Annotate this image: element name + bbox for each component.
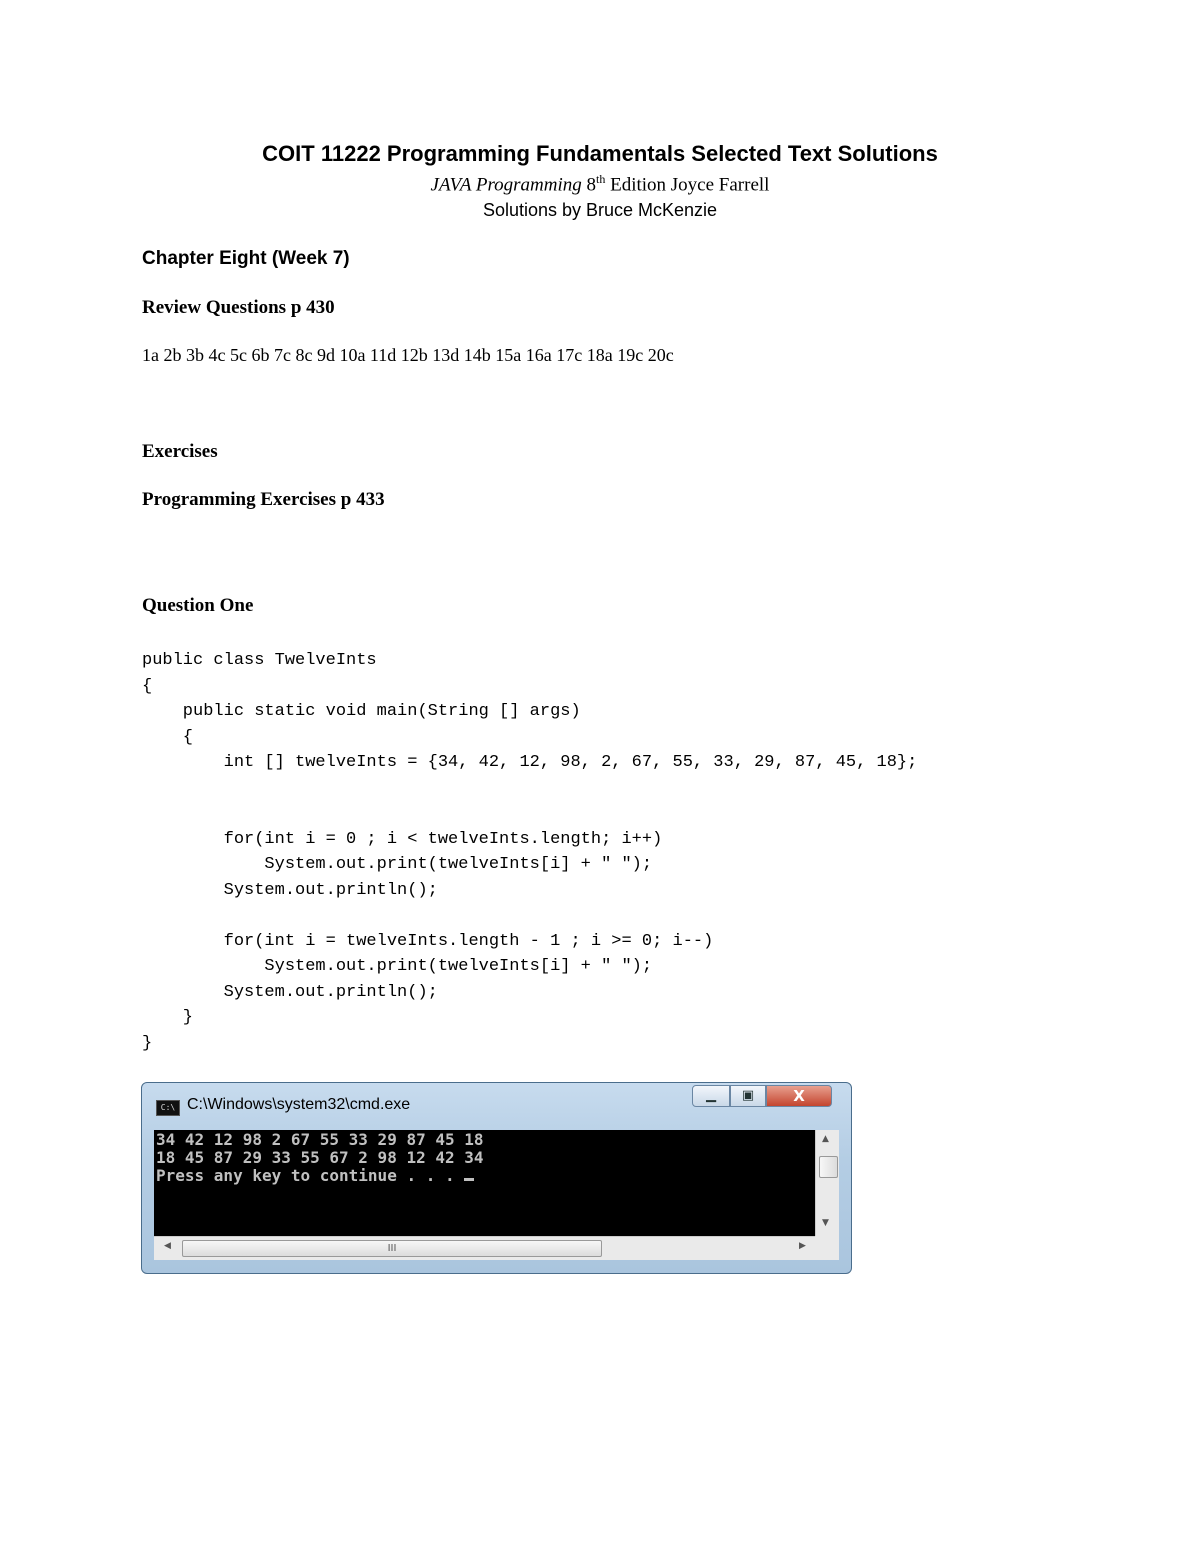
scroll-down-arrow-icon[interactable]: ▼ (822, 1218, 829, 1228)
code-line: for(int i = 0 ; i < twelveInts.length; i++) (142, 829, 663, 849)
code-line: { (142, 727, 194, 747)
scroll-up-arrow-icon[interactable]: ▲ (822, 1134, 829, 1144)
scroll-left-arrow-icon[interactable]: ◀ (164, 1241, 171, 1251)
console-titlebar[interactable] (142, 1083, 851, 1127)
edition-author: Edition Joyce Farrell (605, 174, 770, 196)
maximize-button[interactable] (730, 1085, 766, 1107)
text-cursor (464, 1178, 474, 1181)
edition-suffix: th (596, 172, 606, 186)
code-line: System.out.println(); (142, 880, 438, 900)
byline: Solutions by Bruce McKenzie (482, 200, 718, 220)
minimize-icon: ▁ (706, 1088, 716, 1103)
vertical-scroll-thumb[interactable] (819, 1156, 838, 1178)
code-line: System.out.print(twelveInts[i] + " "); (142, 855, 653, 874)
code-line (142, 903, 917, 929)
close-icon: X (793, 1087, 805, 1105)
code-line: } (142, 1033, 153, 1053)
code-line: for(int i = twelveInts.length - 1 ; i >= 0; i--) (142, 931, 714, 951)
code-line: public class TwelveInts (142, 651, 377, 670)
code-line: { (142, 676, 153, 696)
book-title: JAVA Programming (430, 174, 582, 196)
console-title: C:\Windows\system32\cmd.exe (187, 1096, 411, 1113)
code-line: int [] twelveInts = {34, 42, 12, 98, 2, 67, 55, 33, 29, 87, 45, 18}; (142, 753, 918, 772)
maximize-icon: ▣ (741, 1088, 755, 1103)
exercises-heading: Exercises (142, 441, 218, 462)
code-line: public static void main(String [] args) (142, 702, 581, 721)
review-answers: 1a 2b 3b 4c 5c 6b 7c 8c 9d 10a 11d 12b 13d 14b 15a 16a 17c 18a 19c 20c (142, 345, 674, 365)
close-button[interactable] (766, 1085, 832, 1107)
book-subtitle (0, 172, 1200, 196)
horizontal-scroll-thumb[interactable]: III (182, 1240, 602, 1257)
resize-grip-icon[interactable] (815, 1236, 839, 1260)
document-title: COIT 11222 Programming Fundamentals Selected Text Solutions (262, 141, 938, 166)
console-line: 18 45 87 29 33 55 67 2 98 12 42 34 (156, 1148, 484, 1167)
code-line: } (142, 1008, 194, 1027)
cmd-icon: C:\ (156, 1100, 180, 1116)
code-line (142, 801, 917, 827)
console-window (141, 1082, 852, 1274)
edition-number: 8 (586, 174, 596, 196)
console-line: Press any key to continue . . . (156, 1167, 813, 1185)
code-listing (142, 648, 917, 1056)
console-output[interactable] (154, 1130, 815, 1236)
code-line (142, 776, 917, 802)
console-line: 34 42 12 98 2 67 55 33 29 87 45 18 (156, 1130, 484, 1149)
minimize-button[interactable] (692, 1085, 730, 1107)
horizontal-scrollbar[interactable] (154, 1236, 815, 1260)
question-one-heading: Question One (142, 595, 254, 616)
scroll-right-arrow-icon[interactable]: ▶ (799, 1241, 806, 1251)
review-questions-heading: Review Questions p 430 (142, 297, 335, 318)
code-line: System.out.println(); (142, 982, 438, 1002)
vertical-scrollbar[interactable] (815, 1130, 839, 1236)
programming-exercises-heading: Programming Exercises p 433 (142, 489, 385, 510)
chapter-heading: Chapter Eight (Week 7) (142, 248, 350, 269)
code-line: System.out.print(twelveInts[i] + " "); (142, 957, 653, 976)
